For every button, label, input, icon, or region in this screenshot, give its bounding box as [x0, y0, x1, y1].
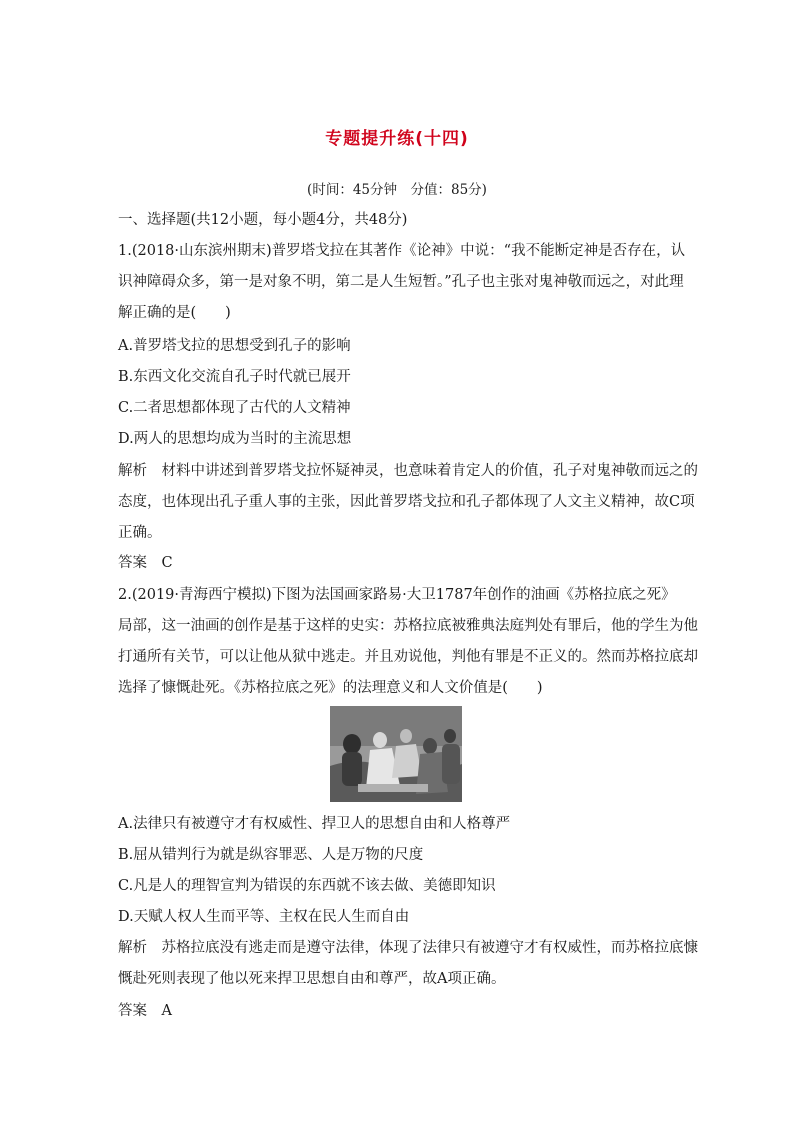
q1-stem-line: 1.(2018·山东滨州期末)普罗塔戈拉在其著作《论神》中说：“我不能断定神是否存在，认	[118, 243, 686, 259]
q1-option-d: D.两人的思想均成为当时的主流思想	[118, 431, 352, 447]
painting-illustration	[330, 706, 462, 802]
q2-stem-line: 打通所有关节，可以让他从狱中逃走。并且劝说他，判他有罪是不正义的。然而苏格拉底却	[118, 649, 698, 665]
q2-stem-line: 2.(2019·青海西宁模拟)下图为法国画家路易·大卫1787年创作的油画《苏格拉底之死》	[118, 587, 676, 603]
section-heading: 一、选择题(共12小题，每小题4分，共48分)	[118, 212, 408, 228]
q1-stem-line: 识神障碍众多，第一是对象不明，第二是人生短暂。”孔子也主张对鬼神敬而远之，对此理	[118, 274, 684, 290]
q2-stem-line: 选择了慷慨赴死。《苏格拉底之死》的法理意义和人文价值是( )	[118, 680, 543, 696]
q2-option-d: D.天赋人权人生而平等、主权在民人生而自由	[118, 909, 410, 925]
q2-option-a: A.法律只有被遵守才有权威性、捍卫人的思想自由和人格尊严	[118, 816, 511, 832]
q1-option-c: C.二者思想都体现了古代的人文精神	[118, 400, 351, 416]
q2-option-c: C.凡是人的理智宣判为错误的东西就不该去做、美德即知识	[118, 878, 496, 894]
q2-analysis-line: 解析 苏格拉底没有逃走而是遵守法律，体现了法律只有被遵守才有权威性，而苏格拉底慷	[118, 940, 698, 956]
q1-analysis-line: 正确。	[118, 525, 162, 541]
q1-stem-line: 解正确的是( )	[118, 305, 231, 321]
q1-option-a: A.普罗塔戈拉的思想受到孔子的影响	[118, 338, 351, 354]
q2-answer: 答案 A	[118, 1003, 172, 1019]
page-title: 专题提升练(十四)	[325, 129, 469, 149]
q2-stem-line: 局部，这一油画的创作是基于这样的史实：苏格拉底被雅典法庭判处有罪后，他的学生为他	[118, 618, 698, 634]
q2-option-b: B.屈从错判行为就是纵容罪恶、人是万物的尺度	[118, 847, 424, 863]
q2-analysis-line: 慨赴死则表现了他以死来捍卫思想自由和尊严，故A项正确。	[118, 971, 506, 987]
q1-analysis-line: 态度，也体现出孔子重人事的主张，因此普罗塔戈拉和孔子都体现了人文主义精神，故C项	[118, 494, 695, 510]
q1-option-b: B.东西文化交流自孔子时代就已展开	[118, 369, 351, 385]
painting-image	[330, 706, 462, 802]
exam-meta: (时间：45分钟 分值：85分)	[307, 182, 487, 198]
q1-analysis-line: 解析 材料中讲述到普罗塔戈拉怀疑神灵，也意味着肯定人的价值，孔子对鬼神敬而远之的	[118, 463, 698, 479]
q1-answer: 答案 C	[118, 555, 173, 571]
